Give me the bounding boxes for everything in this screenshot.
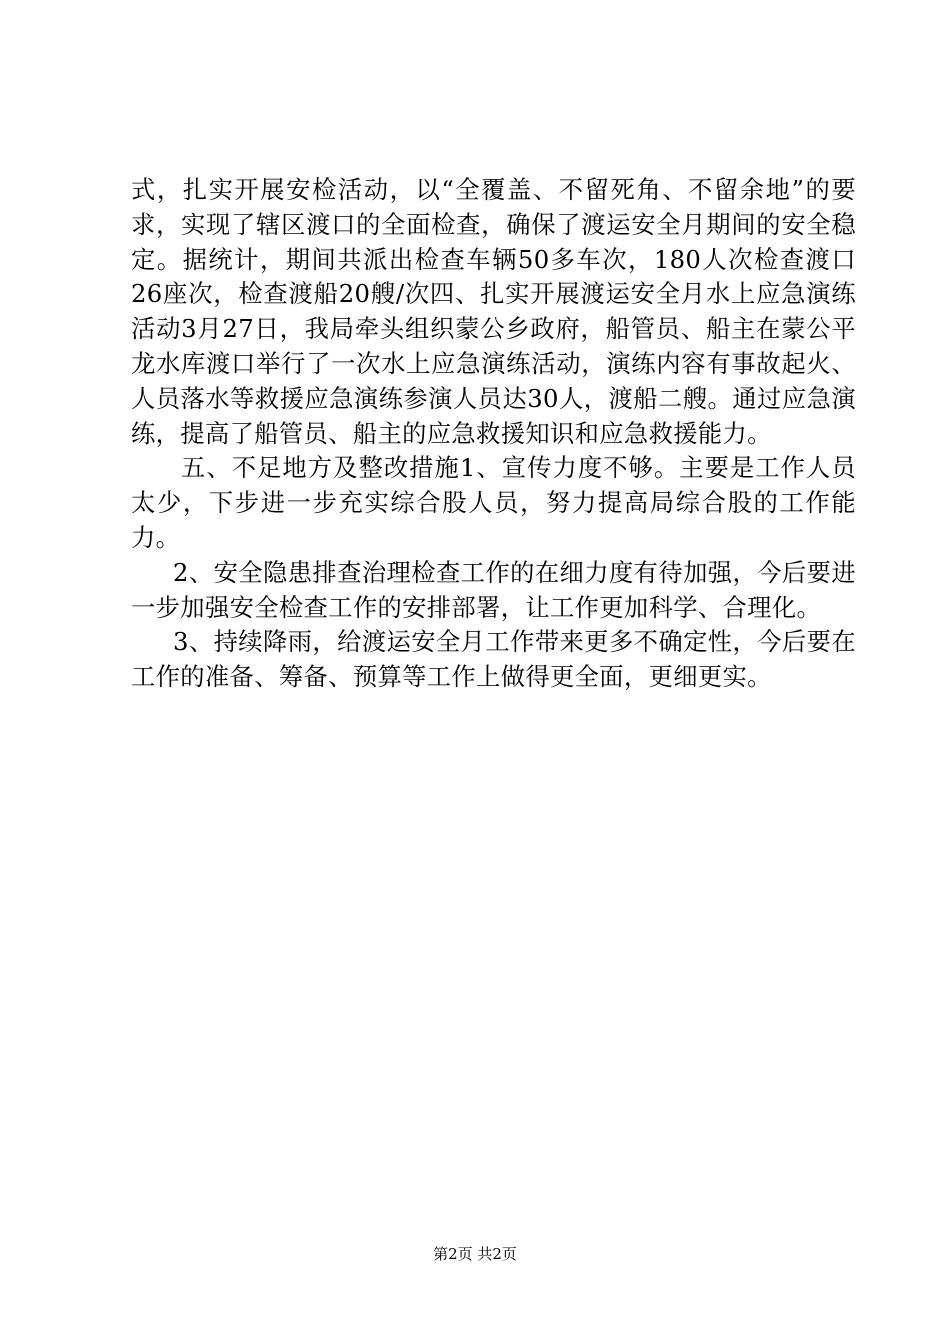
paragraph-item-2: 2、安全隐患排查治理检查工作的在细力度有待加强，今后要进一步加强安全检查工作的安排部署，让工作更加科学、合理化。 [131, 557, 856, 622]
paragraph-item-3: 3、持续降雨，给渡运安全月工作带来更多不确定性，今后要在工作的准备、筹备、预算等工作上做得更全面，更细更实。 [131, 627, 856, 692]
paragraph-continuation: 式，扎实开展安检活动，以“全覆盖、不留死角、不留余地”的要求，实现了辖区渡口的全面检查，确保了渡运安全月期间的安全稳定。据统计，期间共派出检查车辆50多车次，180人次检查渡口26座次，检查渡船20艘/次四、扎实开展渡运安全月水上应急演练活动3月27日，我局牵头组织蒙公乡政府，船管员、船主在蒙公平龙水库渡口举行了一次水上应急演练活动，演练内容有事故起火、人员落水等救援应急演练参演人员达30人，渡船二艘。通过应急演练，提高了船管员、船主的应急救援知识和应急救援能力。 [131, 175, 856, 448]
paragraph-shortcomings: 五、不足地方及整改措施1、宣传力度不够。主要是工作人员太少，下步进一步充实综合股人员，努力提高局综合股的工作能力。 [131, 453, 856, 552]
page-footer: 第2页 共2页 [433, 1245, 517, 1263]
document-body [131, 173, 856, 695]
